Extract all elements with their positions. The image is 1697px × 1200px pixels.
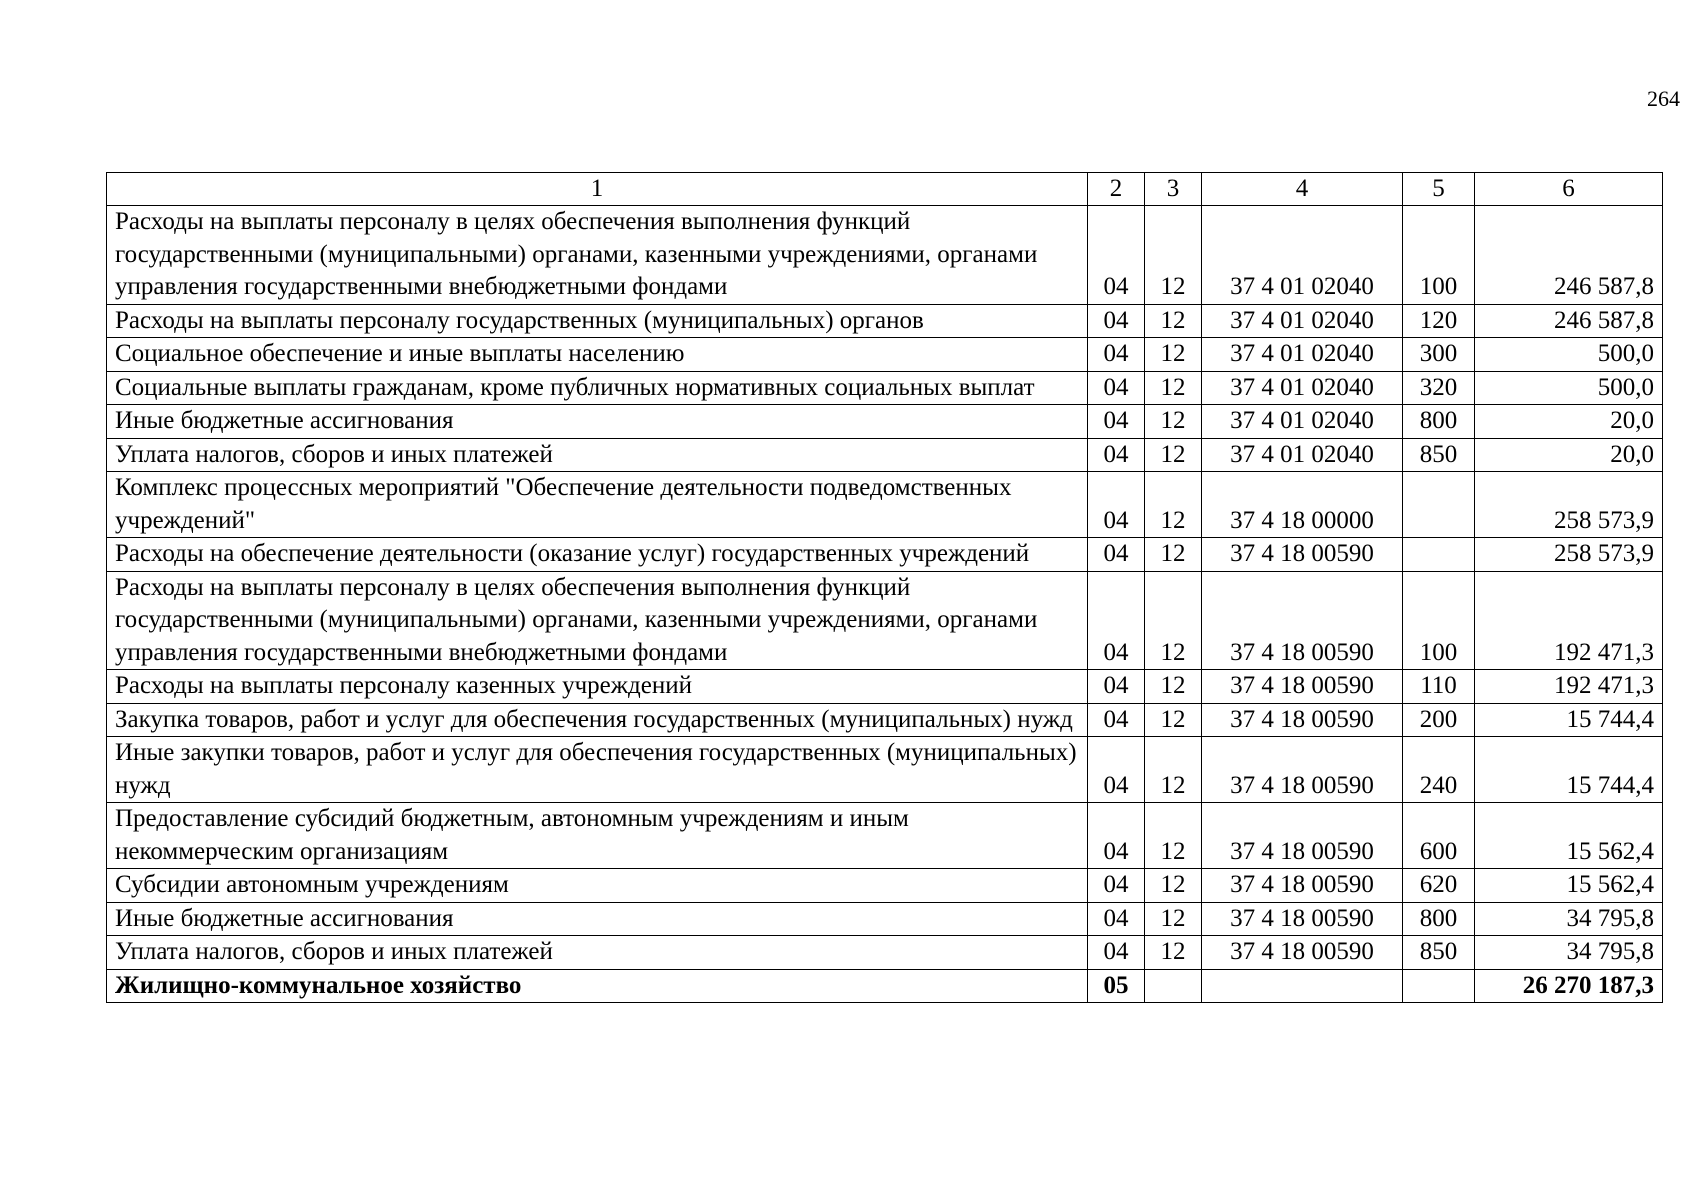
row-expense-type: 800 <box>1403 405 1475 439</box>
table-row <box>107 206 1663 305</box>
row-subsection-code: 12 <box>1145 472 1202 538</box>
row-subsection-code: 12 <box>1145 438 1202 472</box>
row-subsection-code: 12 <box>1145 338 1202 372</box>
row-expense-type <box>1403 472 1475 538</box>
row-section-code: 04 <box>1088 737 1145 803</box>
row-amount: 15 562,4 <box>1475 803 1663 869</box>
row-subsection-code: 12 <box>1145 405 1202 439</box>
row-description: Субсидии автономным учреждениям <box>107 869 1088 903</box>
row-section-code: 04 <box>1088 869 1145 903</box>
table-row <box>107 438 1663 472</box>
column-header-1: 1 <box>107 173 1088 206</box>
table-row <box>107 472 1663 538</box>
column-header-3: 3 <box>1145 173 1202 206</box>
row-expense-type: 200 <box>1403 703 1475 737</box>
row-amount: 20,0 <box>1475 438 1663 472</box>
row-subsection-code <box>1145 969 1202 1003</box>
row-target-article: 37 4 18 00590 <box>1202 803 1403 869</box>
table-row <box>107 902 1663 936</box>
column-header-6: 6 <box>1475 173 1663 206</box>
row-expense-type: 620 <box>1403 869 1475 903</box>
row-description: Социальные выплаты гражданам, кроме публичных нормативных социальных выплат <box>107 371 1088 405</box>
row-expense-type: 600 <box>1403 803 1475 869</box>
row-section-code: 04 <box>1088 670 1145 704</box>
row-section-code: 04 <box>1088 538 1145 572</box>
row-target-article: 37 4 18 00590 <box>1202 936 1403 970</box>
row-subsection-code: 12 <box>1145 371 1202 405</box>
row-amount: 15 744,4 <box>1475 703 1663 737</box>
table-row <box>107 571 1663 670</box>
row-expense-type: 100 <box>1403 206 1475 305</box>
row-amount: 192 471,3 <box>1475 571 1663 670</box>
row-target-article: 37 4 01 02040 <box>1202 338 1403 372</box>
row-amount: 192 471,3 <box>1475 670 1663 704</box>
row-subsection-code: 12 <box>1145 670 1202 704</box>
row-subsection-code: 12 <box>1145 803 1202 869</box>
table-row <box>107 869 1663 903</box>
row-section-code: 04 <box>1088 405 1145 439</box>
row-amount: 20,0 <box>1475 405 1663 439</box>
row-section-code: 05 <box>1088 969 1145 1003</box>
row-target-article: 37 4 18 00000 <box>1202 472 1403 538</box>
row-target-article <box>1202 969 1403 1003</box>
row-expense-type: 800 <box>1403 902 1475 936</box>
row-description: Иные бюджетные ассигнования <box>107 902 1088 936</box>
row-section-code: 04 <box>1088 703 1145 737</box>
row-description: Жилищно-коммунальное хозяйство <box>107 969 1088 1003</box>
row-section-code: 04 <box>1088 438 1145 472</box>
row-expense-type <box>1403 969 1475 1003</box>
row-amount: 34 795,8 <box>1475 936 1663 970</box>
page-number: 264 <box>1647 86 1680 111</box>
row-target-article: 37 4 18 00590 <box>1202 737 1403 803</box>
row-subsection-code: 12 <box>1145 936 1202 970</box>
row-target-article: 37 4 18 00590 <box>1202 571 1403 670</box>
row-expense-type: 320 <box>1403 371 1475 405</box>
table-row <box>107 703 1663 737</box>
row-amount: 246 587,8 <box>1475 206 1663 305</box>
row-description: Иные закупки товаров, работ и услуг для обеспечения государственных (муниципальных) нужд <box>107 737 1088 803</box>
table-row <box>107 304 1663 338</box>
row-target-article: 37 4 18 00590 <box>1202 902 1403 936</box>
budget-table <box>106 172 1663 1003</box>
row-description: Расходы на выплаты персоналу государственных (муниципальных) органов <box>107 304 1088 338</box>
row-section-code: 04 <box>1088 206 1145 305</box>
row-subsection-code: 12 <box>1145 206 1202 305</box>
row-target-article: 37 4 01 02040 <box>1202 405 1403 439</box>
row-amount: 258 573,9 <box>1475 472 1663 538</box>
row-section-code: 04 <box>1088 936 1145 970</box>
row-target-article: 37 4 01 02040 <box>1202 206 1403 305</box>
row-description: Уплата налогов, сборов и иных платежей <box>107 936 1088 970</box>
row-target-article: 37 4 18 00590 <box>1202 670 1403 704</box>
row-section-code: 04 <box>1088 472 1145 538</box>
row-description: Расходы на выплаты персоналу в целях обеспечения выполнения функций государственными (муниципальными) органами, казенными учреждениями, органами управления государственными внебюджетными фондами <box>107 571 1088 670</box>
row-section-code: 04 <box>1088 304 1145 338</box>
row-subsection-code: 12 <box>1145 571 1202 670</box>
row-description: Расходы на обеспечение деятельности (оказание услуг) государственных учреждений <box>107 538 1088 572</box>
row-expense-type: 100 <box>1403 571 1475 670</box>
row-amount: 26 270 187,3 <box>1475 969 1663 1003</box>
row-target-article: 37 4 18 00590 <box>1202 703 1403 737</box>
row-target-article: 37 4 01 02040 <box>1202 438 1403 472</box>
row-description: Иные бюджетные ассигнования <box>107 405 1088 439</box>
row-amount: 15 744,4 <box>1475 737 1663 803</box>
table-row <box>107 338 1663 372</box>
table-row <box>107 371 1663 405</box>
row-target-article: 37 4 18 00590 <box>1202 538 1403 572</box>
row-description: Комплекс процессных мероприятий "Обеспечение деятельности подведомственных учреждений" <box>107 472 1088 538</box>
row-expense-type: 850 <box>1403 936 1475 970</box>
table-row <box>107 405 1663 439</box>
row-amount: 500,0 <box>1475 338 1663 372</box>
row-target-article: 37 4 18 00590 <box>1202 869 1403 903</box>
row-amount: 34 795,8 <box>1475 902 1663 936</box>
row-expense-type <box>1403 538 1475 572</box>
row-description: Уплата налогов, сборов и иных платежей <box>107 438 1088 472</box>
column-header-2: 2 <box>1088 173 1145 206</box>
row-amount: 500,0 <box>1475 371 1663 405</box>
row-section-code: 04 <box>1088 571 1145 670</box>
row-expense-type: 300 <box>1403 338 1475 372</box>
column-header-4: 4 <box>1202 173 1403 206</box>
row-section-code: 04 <box>1088 902 1145 936</box>
row-expense-type: 240 <box>1403 737 1475 803</box>
row-description: Расходы на выплаты персоналу в целях обеспечения выполнения функций государственными (муниципальными) органами, казенными учреждениями, органами управления государственными внебюджетными фондами <box>107 206 1088 305</box>
table-row <box>107 936 1663 970</box>
row-subsection-code: 12 <box>1145 902 1202 936</box>
table-body <box>107 206 1663 1003</box>
row-subsection-code: 12 <box>1145 737 1202 803</box>
row-subsection-code: 12 <box>1145 304 1202 338</box>
row-subsection-code: 12 <box>1145 869 1202 903</box>
table-header-row <box>107 173 1663 206</box>
row-target-article: 37 4 01 02040 <box>1202 304 1403 338</box>
row-expense-type: 120 <box>1403 304 1475 338</box>
row-amount: 258 573,9 <box>1475 538 1663 572</box>
row-subsection-code: 12 <box>1145 703 1202 737</box>
row-section-code: 04 <box>1088 803 1145 869</box>
row-amount: 246 587,8 <box>1475 304 1663 338</box>
row-subsection-code: 12 <box>1145 538 1202 572</box>
row-expense-type: 850 <box>1403 438 1475 472</box>
row-description: Закупка товаров, работ и услуг для обеспечения государственных (муниципальных) нужд <box>107 703 1088 737</box>
table-row <box>107 803 1663 869</box>
table-row <box>107 538 1663 572</box>
table-row <box>107 670 1663 704</box>
row-description: Предоставление субсидий бюджетным, автономным учреждениям и иным некоммерческим организациям <box>107 803 1088 869</box>
row-section-code: 04 <box>1088 371 1145 405</box>
row-target-article: 37 4 01 02040 <box>1202 371 1403 405</box>
row-description: Социальное обеспечение и иные выплаты населению <box>107 338 1088 372</box>
column-header-5: 5 <box>1403 173 1475 206</box>
row-description: Расходы на выплаты персоналу казенных учреждений <box>107 670 1088 704</box>
row-amount: 15 562,4 <box>1475 869 1663 903</box>
table-row <box>107 969 1663 1003</box>
row-section-code: 04 <box>1088 338 1145 372</box>
table-row <box>107 737 1663 803</box>
row-expense-type: 110 <box>1403 670 1475 704</box>
